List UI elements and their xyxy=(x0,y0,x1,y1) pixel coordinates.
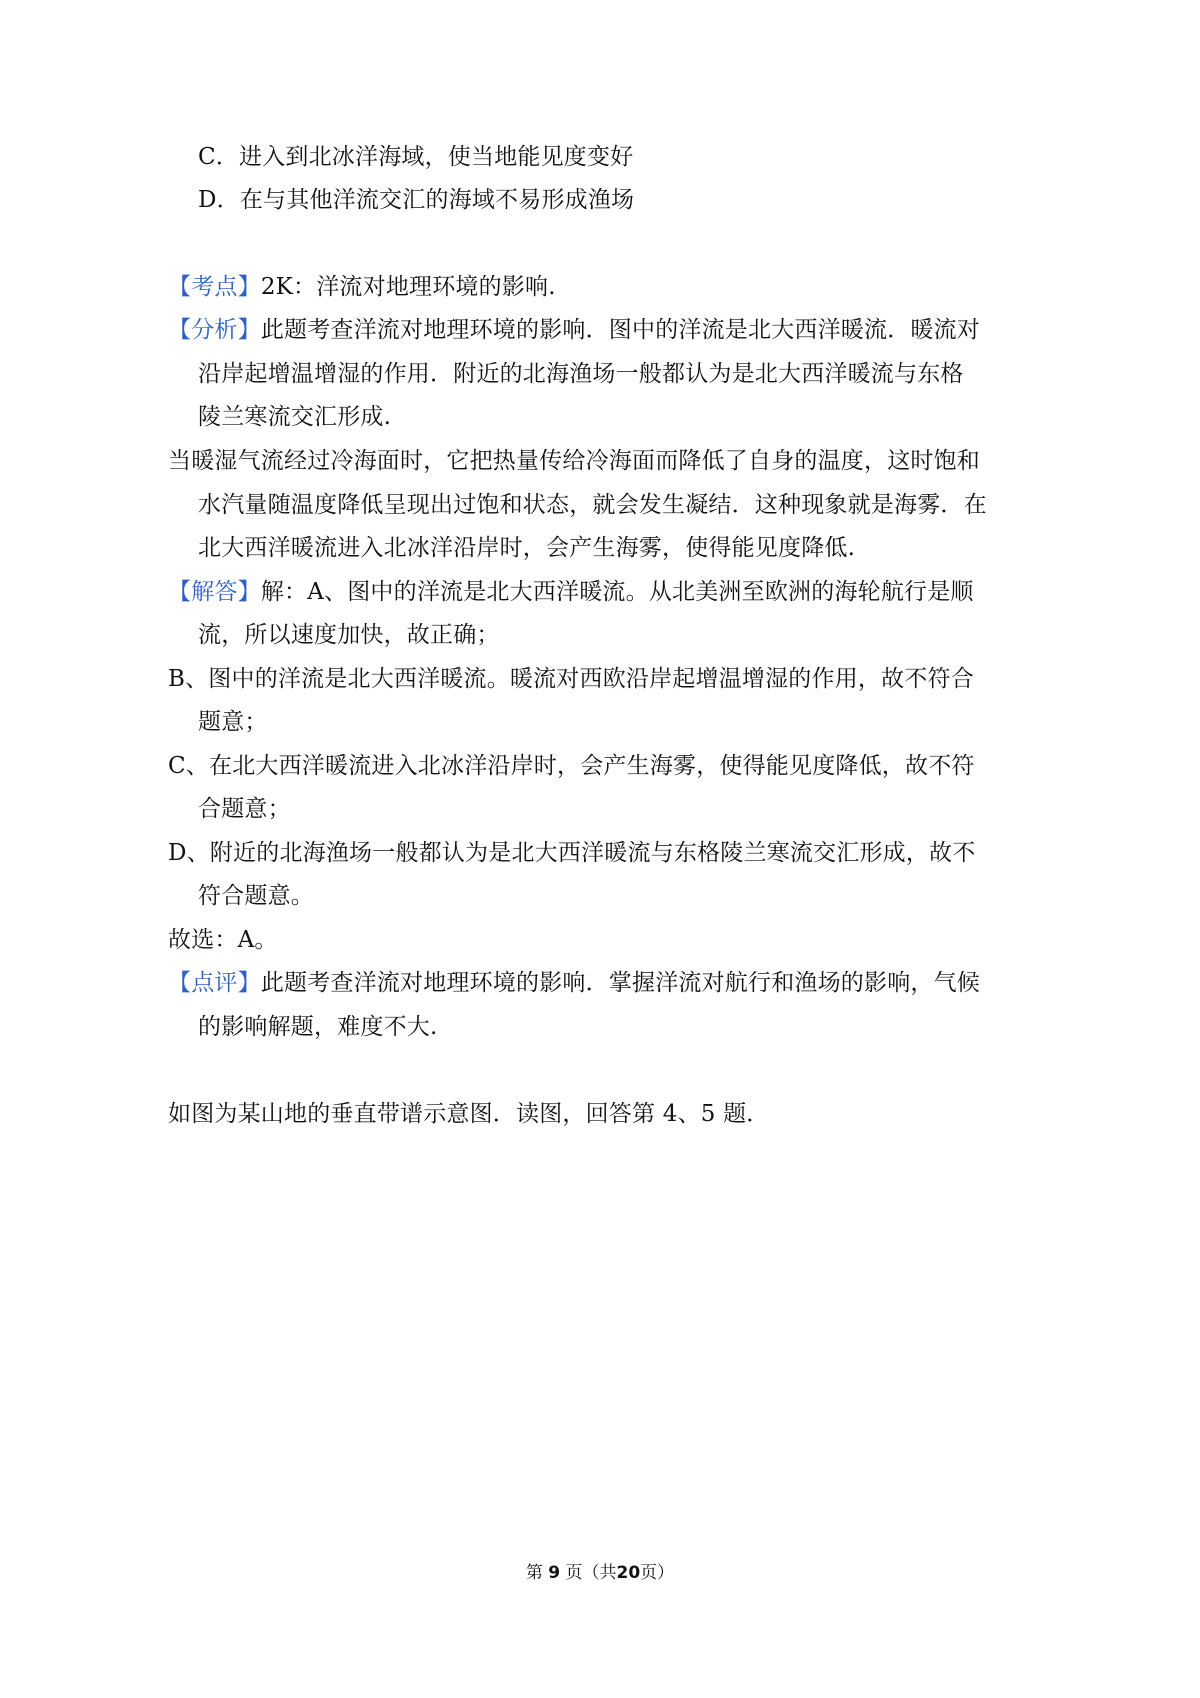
jieda-line: 流，所以速度加快，故正确； xyxy=(198,622,500,648)
footer-total-pages: 20 xyxy=(616,1563,641,1583)
fenxi-line: 沿岸起增温增湿的作用．附近的北海渔场一般都认为是北大西洋暖流与东格 xyxy=(198,361,964,387)
extra-line: 当暖湿气流经过冷海面时，它把热量传给冷海面而降低了自身的温度，这时饱和 xyxy=(168,448,980,474)
footer-prefix: 第 xyxy=(525,1563,543,1583)
jieda-tag: 【解答】 xyxy=(168,579,261,605)
kaodian-section xyxy=(168,272,556,302)
option-d: D．在与其他洋流交汇的海域不易形成渔场 xyxy=(198,187,635,213)
kaodian-text: 2K：洋流对地理环境的影响. xyxy=(260,274,556,300)
answer-c-line: 合题意； xyxy=(198,796,291,822)
fenxi-section xyxy=(168,315,980,345)
jieda-line: 解：A、图中的洋流是北大西洋暖流。从北美洲至欧洲的海轮航行是顺 xyxy=(260,579,974,605)
answer-d-line: 符合题意。 xyxy=(198,883,314,909)
option-c: C．进入到北冰洋海域，使当地能见度变好 xyxy=(198,144,634,170)
page-footer xyxy=(0,1561,1200,1585)
footer-page-number: 9 xyxy=(548,1563,561,1583)
answer-b-line: 题意； xyxy=(198,709,268,735)
dianping-line: 此题考查洋流对地理环境的影响．掌握洋流对航行和渔场的影响，气候 xyxy=(260,970,981,996)
fenxi-line: 陵兰寒流交汇形成. xyxy=(198,404,392,430)
footer-suffix: 页） xyxy=(640,1563,675,1583)
fenxi-line: 此题考查洋流对地理环境的影响．图中的洋流是北大西洋暖流．暖流对 xyxy=(260,317,981,343)
answer-d-line: D、附近的北海渔场一般都认为是北大西洋暖流与东格陵兰寒流交汇形成，故不 xyxy=(168,840,976,866)
footer-middle: 页（共 xyxy=(565,1563,617,1583)
dianping-tag: 【点评】 xyxy=(168,970,261,996)
extra-line: 水汽量随温度降低呈现出过饱和状态，就会发生凝结．这种现象就是海雾．在 xyxy=(198,492,987,518)
extra-line: 北大西洋暖流进入北冰洋沿岸时，会产生海雾，使得能见度降低. xyxy=(198,535,856,561)
answer-c-line: C、在北大西洋暖流进入北冰洋沿岸时，会产生海雾，使得能见度降低，故不符 xyxy=(168,753,975,779)
jieda-section xyxy=(168,577,974,607)
fenxi-tag: 【分析】 xyxy=(168,317,261,343)
kaodian-tag: 【考点】 xyxy=(168,274,261,300)
dianping-section xyxy=(168,968,980,998)
answer-choice: 故选：A。 xyxy=(168,927,278,953)
dianping-line: 的影响解题，难度不大. xyxy=(198,1014,438,1040)
answer-b-line: B、图中的洋流是北大西洋暖流。暖流对西欧沿岸起增温增湿的作用，故不符合 xyxy=(168,666,974,692)
next-question-intro: 如图为某山地的垂直带谱示意图．读图，回答第 4、5 题． xyxy=(168,1101,770,1127)
